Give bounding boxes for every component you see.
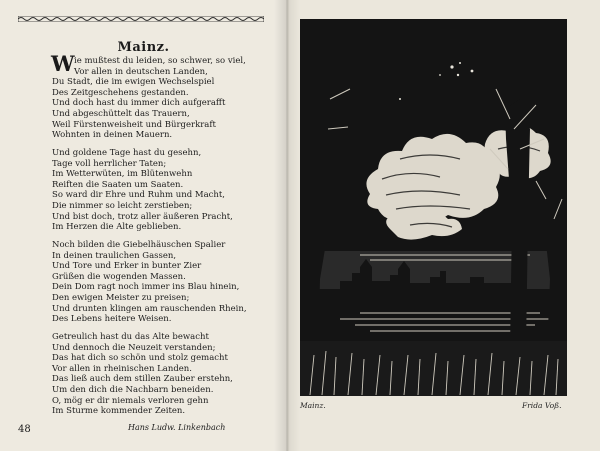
verse-line: Im Wetterwüten, im Blütenwehn bbox=[52, 169, 193, 180]
verse-line: Und Tore und Erker in bunter Zier bbox=[52, 261, 202, 272]
verse-line: ie mußtest du leiden, so schwer, so viel, bbox=[74, 56, 246, 66]
verse-line: Und drunten klingen am rauschenden Rhein, bbox=[52, 303, 247, 314]
verse-line: Vor allen in rheinischen Landen. bbox=[52, 363, 192, 374]
verse-line: Und bist doch, trotz aller äußeren Pracht, bbox=[52, 211, 233, 222]
verse-line: Weil Fürstenweisheit und Bürgerkraft bbox=[52, 119, 216, 130]
left-page bbox=[0, 0, 287, 451]
verse-line: Und doch hast du immer dich aufgerafft bbox=[52, 98, 226, 109]
stanza-1 bbox=[52, 56, 280, 141]
verse-line: Im Herzen die Alte geblieben. bbox=[52, 222, 182, 233]
illustration-caption: Mainz. bbox=[300, 401, 326, 410]
book-gutter bbox=[274, 0, 300, 451]
verse-line: Und goldene Tage hast du gesehn, bbox=[52, 148, 202, 158]
verse-line: Das ließ auch dem stillen Zauber erstehn, bbox=[52, 374, 233, 385]
woodcut-illustration bbox=[300, 19, 567, 396]
poem-title: Mainz. bbox=[117, 40, 170, 55]
poem-author: Hans Ludw. Linkenbach bbox=[128, 423, 226, 432]
verse-line: Den ewigen Meister zu preisen; bbox=[52, 292, 190, 303]
verse-line: Grüßen die wogenden Massen. bbox=[52, 271, 186, 282]
verse-line: Noch bilden die Giebelhäuschen Spalier bbox=[52, 240, 226, 250]
verse-line: Des Zeitgeschehens gestanden. bbox=[52, 87, 189, 98]
verse-line: So ward dir Ehre und Ruhm und Macht, bbox=[52, 190, 226, 201]
verse-line: Reiften die Saaten um Saaten. bbox=[52, 179, 184, 190]
verse-line: O, mög er dir niemals verloren gehn bbox=[52, 395, 209, 406]
verse-line: Tage voll herrlicher Taten; bbox=[52, 158, 167, 169]
stanza-3 bbox=[52, 240, 280, 325]
verse-line: Und dennoch die Neuzeit verstanden; bbox=[52, 342, 216, 353]
stanza-4 bbox=[52, 332, 280, 417]
verse-line: Du Stadt, die im ewigen Wechselspiel bbox=[52, 77, 215, 88]
verse-line: Das hat dich so schön und stolz gemacht bbox=[52, 353, 228, 364]
page-number: 48 bbox=[18, 424, 31, 435]
verse-line: Um den dich die Nachbarn beneiden. bbox=[52, 384, 214, 395]
illustrator-signature: Frida Voß. bbox=[522, 401, 562, 410]
stanza-2 bbox=[52, 148, 280, 233]
verse-line: Vor allen in deutschen Landen, bbox=[74, 66, 208, 77]
verse-line: Die nimmer so leicht zerstieben; bbox=[52, 200, 193, 211]
verse-line: Im Sturme kommender Zeiten. bbox=[52, 406, 186, 417]
verse-line: Und abgeschüttelt das Trauern, bbox=[52, 108, 190, 119]
verse-line: Getreulich hast du das Alte bewacht bbox=[52, 332, 209, 342]
verse-line: In deinen traulichen Gassen, bbox=[52, 250, 177, 261]
verse-line: Wohnten in deinen Mauern. bbox=[52, 130, 173, 141]
drop-cap: W bbox=[51, 51, 75, 76]
verse-line: Des Lebens heitere Weisen. bbox=[52, 314, 172, 325]
ornament-border bbox=[18, 16, 264, 22]
verse-line: Dein Dom ragt noch immer ins Blau hinein, bbox=[52, 282, 240, 293]
